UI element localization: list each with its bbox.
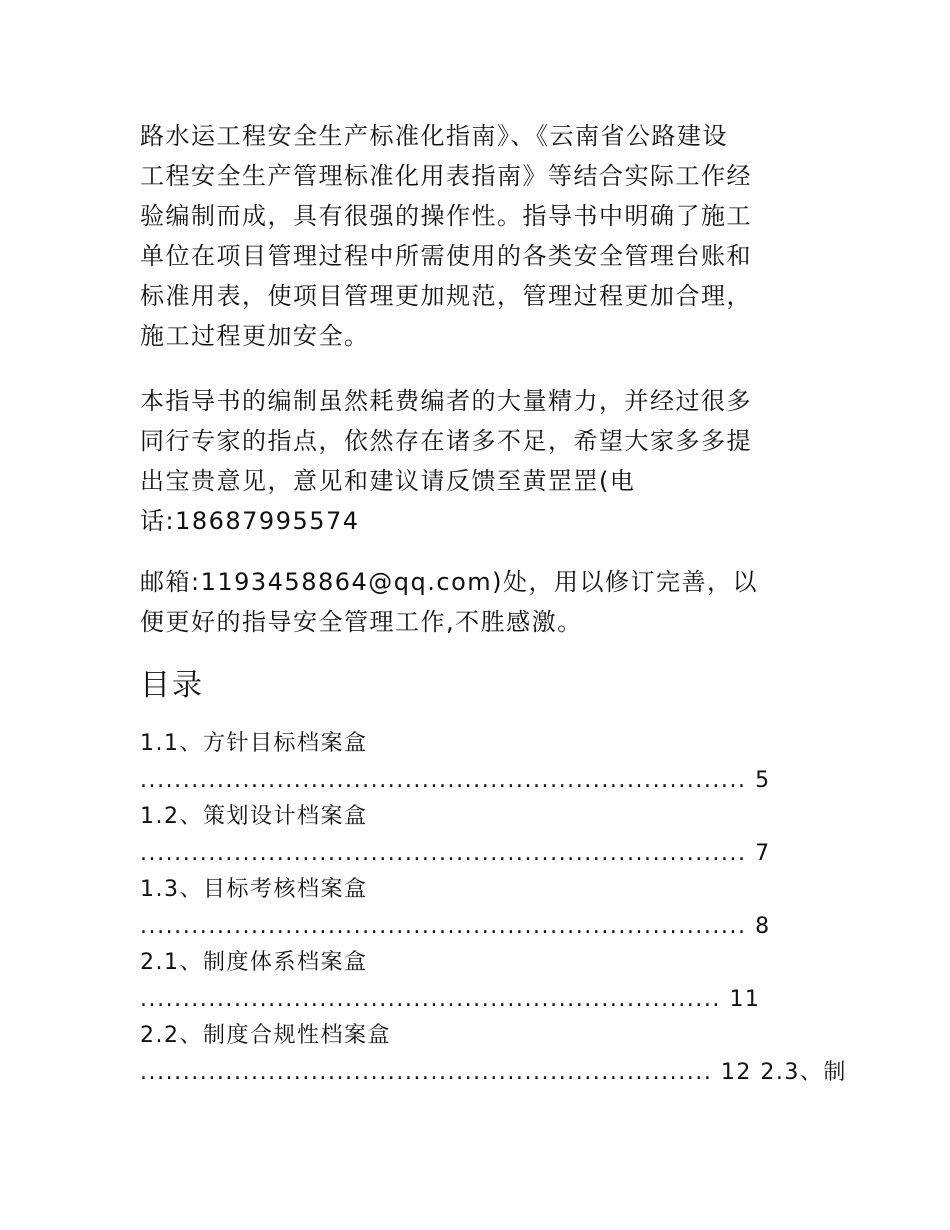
text-line: 话:18687995574	[140, 507, 360, 535]
text-line: 同行专家的指点，依然存在诸多不足，希望大家多多提	[140, 427, 752, 455]
text-line: 出宝贵意见，意见和建议请反馈至黄罡罡(电	[140, 467, 636, 495]
toc-entry-leader-line[interactable]	[140, 763, 820, 800]
dot-leader: ...................................................................	[140, 1059, 713, 1085]
toc-entry-leader-line[interactable]	[140, 982, 820, 1019]
toc-page-number: 12 2.3、制	[720, 1059, 847, 1085]
toc-page-number: 8	[755, 913, 771, 939]
toc-entry-leader-line[interactable]	[140, 909, 820, 946]
text-line: 单位在项目管理过程中所需使用的各类安全管理台账和	[140, 242, 752, 270]
toc-entry-label[interactable]: 2.2、制度合规性档案盒	[140, 1023, 391, 1048]
intro-paragraph	[140, 116, 820, 356]
toc-page-number: 5	[755, 767, 771, 793]
toc-page-number: 11	[729, 986, 761, 1012]
text-line: 验编制而成，具有很强的操作性。指导书中明确了施工	[140, 202, 752, 230]
text-line: 便更好的指导安全管理工作,不胜感激。	[140, 608, 583, 636]
text-line: 本指导书的编制虽然耗费编者的大量精力，并经过很多	[140, 387, 752, 415]
toc-entry-label[interactable]: 1.2、策划设计档案盒	[140, 804, 368, 829]
contact-paragraph	[140, 562, 820, 642]
dot-leader: .......................................................................	[140, 913, 747, 939]
feedback-paragraph	[140, 381, 820, 541]
text-line: 施工过程更加安全。	[140, 322, 370, 350]
text-line: 邮箱:1193458864@qq.com)处，用以修订完善，以	[140, 568, 758, 596]
toc-entry-label[interactable]: 1.1、方针目标档案盒	[140, 731, 368, 756]
toc-page-number: 7	[755, 840, 771, 866]
toc-entry-leader-line[interactable]	[140, 836, 820, 873]
dot-leader: .......................................................................	[140, 840, 747, 866]
dot-leader: ....................................................................	[140, 986, 721, 1012]
toc-entry-label[interactable]: 2.1、制度体系档案盒	[140, 950, 368, 975]
text-line: 路水运工程安全生产标准化指南》、《云南省公路建设	[140, 122, 728, 150]
table-of-contents	[140, 726, 847, 1091]
text-line: 工程安全生产管理标准化用表指南》等结合实际工作经	[140, 162, 752, 190]
text-line: 标准用表，使项目管理更加规范，管理过程更加合理，	[140, 282, 752, 310]
toc-entry-label[interactable]: 1.3、目标考核档案盒	[140, 877, 368, 902]
dot-leader: .......................................................................	[140, 767, 747, 793]
toc-entry-leader-line[interactable]	[140, 1055, 847, 1092]
toc-heading: 目录	[140, 668, 204, 703]
